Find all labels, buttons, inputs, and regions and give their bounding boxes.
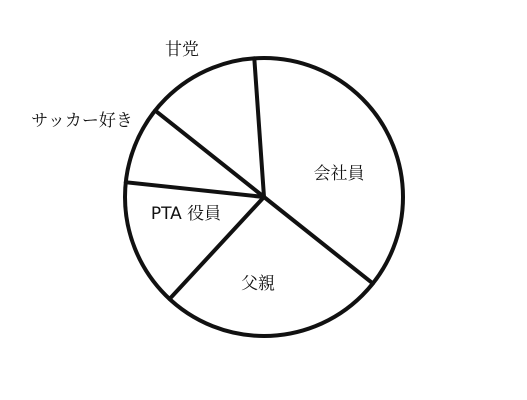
slice-label-chichioya: 父親	[241, 274, 275, 294]
slice-label-kaishain: 会社員	[313, 164, 365, 184]
slice-label-soccer: サッカー好き	[31, 111, 133, 131]
slice-label-pta: PTA 役員	[150, 204, 222, 224]
slice-label-amato: 甘党	[165, 40, 199, 60]
